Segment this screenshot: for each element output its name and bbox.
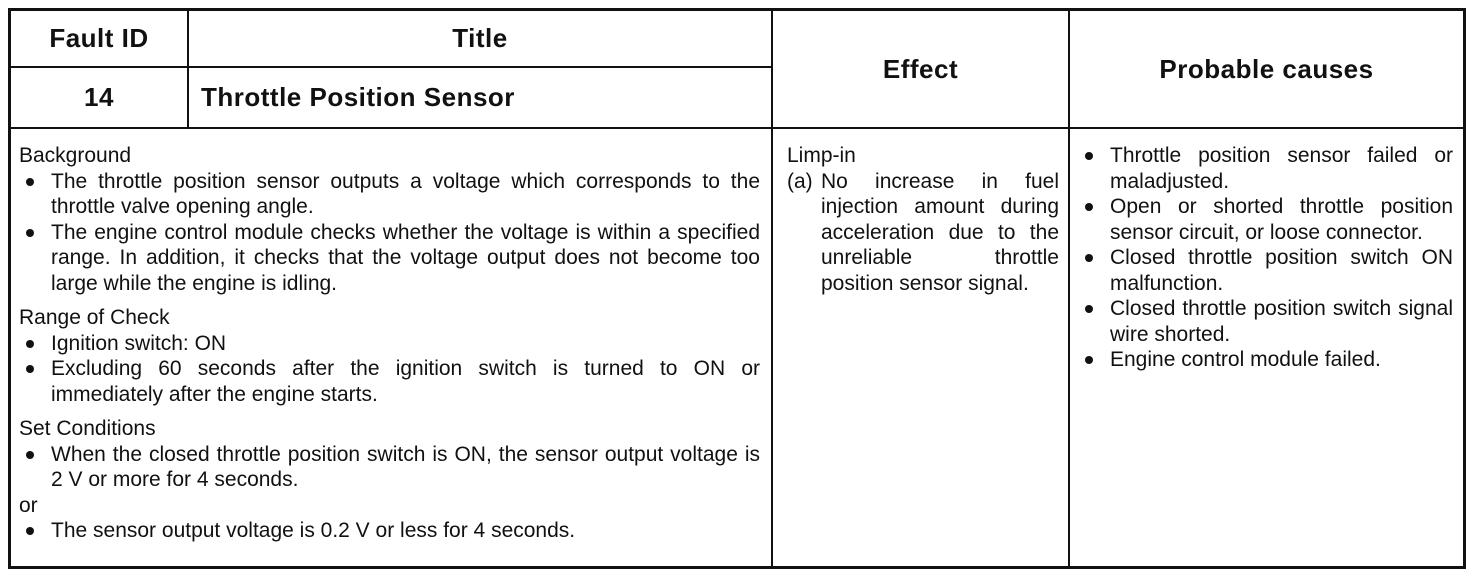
effect-header: Effect — [882, 53, 959, 84]
or-text: or — [19, 493, 38, 517]
description-column — [19, 143, 760, 544]
fault-id-header: Fault ID — [49, 23, 149, 53]
title-header: Title — [452, 23, 508, 53]
list-item: Closed throttle position switch ON malfunction. — [1078, 245, 1453, 296]
effect-heading: Limp-in — [787, 144, 856, 167]
causes-header: Probable causes — [1159, 53, 1374, 84]
divider-header-body — [8, 127, 1466, 129]
list-item: The throttle position sensor outputs a voltage which corresponds to the throttle valve opening angle. — [19, 169, 760, 220]
list-item: Closed throttle position switch signal wire shorted. — [1078, 296, 1453, 347]
list-item: Throttle position sensor failed or maladjusted. — [1078, 143, 1453, 194]
causes-column — [1078, 143, 1453, 373]
list-item: Ignition switch: ON — [19, 331, 760, 357]
background-heading: Background — [19, 144, 132, 167]
effect-item: (a) No increase in fuel injection amount during acceleration due to the unreliable throttle position sensor signal. — [787, 169, 1059, 295]
list-item: The sensor output voltage is 0.2 V or less for 4 seconds. — [19, 518, 760, 544]
set-conditions-heading: Set Conditions — [19, 417, 156, 440]
list-item: The engine control module checks whether the voltage is within a specified range. In addition, it checks that the voltage output does not become too large while the engine is idling. — [19, 220, 760, 297]
fault-id-value: 14 — [84, 82, 114, 112]
effect-column — [787, 143, 1059, 296]
list-item: When the closed throttle position switch is ON, the sensor output voltage is 2 V or more for 4 seconds. — [19, 442, 760, 493]
list-item: Open or shorted throttle position sensor circuit, or loose connector. — [1078, 194, 1453, 245]
range-heading: Range of Check — [19, 306, 170, 329]
list-item: Excluding 60 seconds after the ignition switch is turned to ON or immediately after the engine starts. — [19, 356, 760, 407]
list-item: Engine control module failed. — [1078, 347, 1453, 373]
title-value: Throttle Position Sensor — [201, 82, 515, 112]
